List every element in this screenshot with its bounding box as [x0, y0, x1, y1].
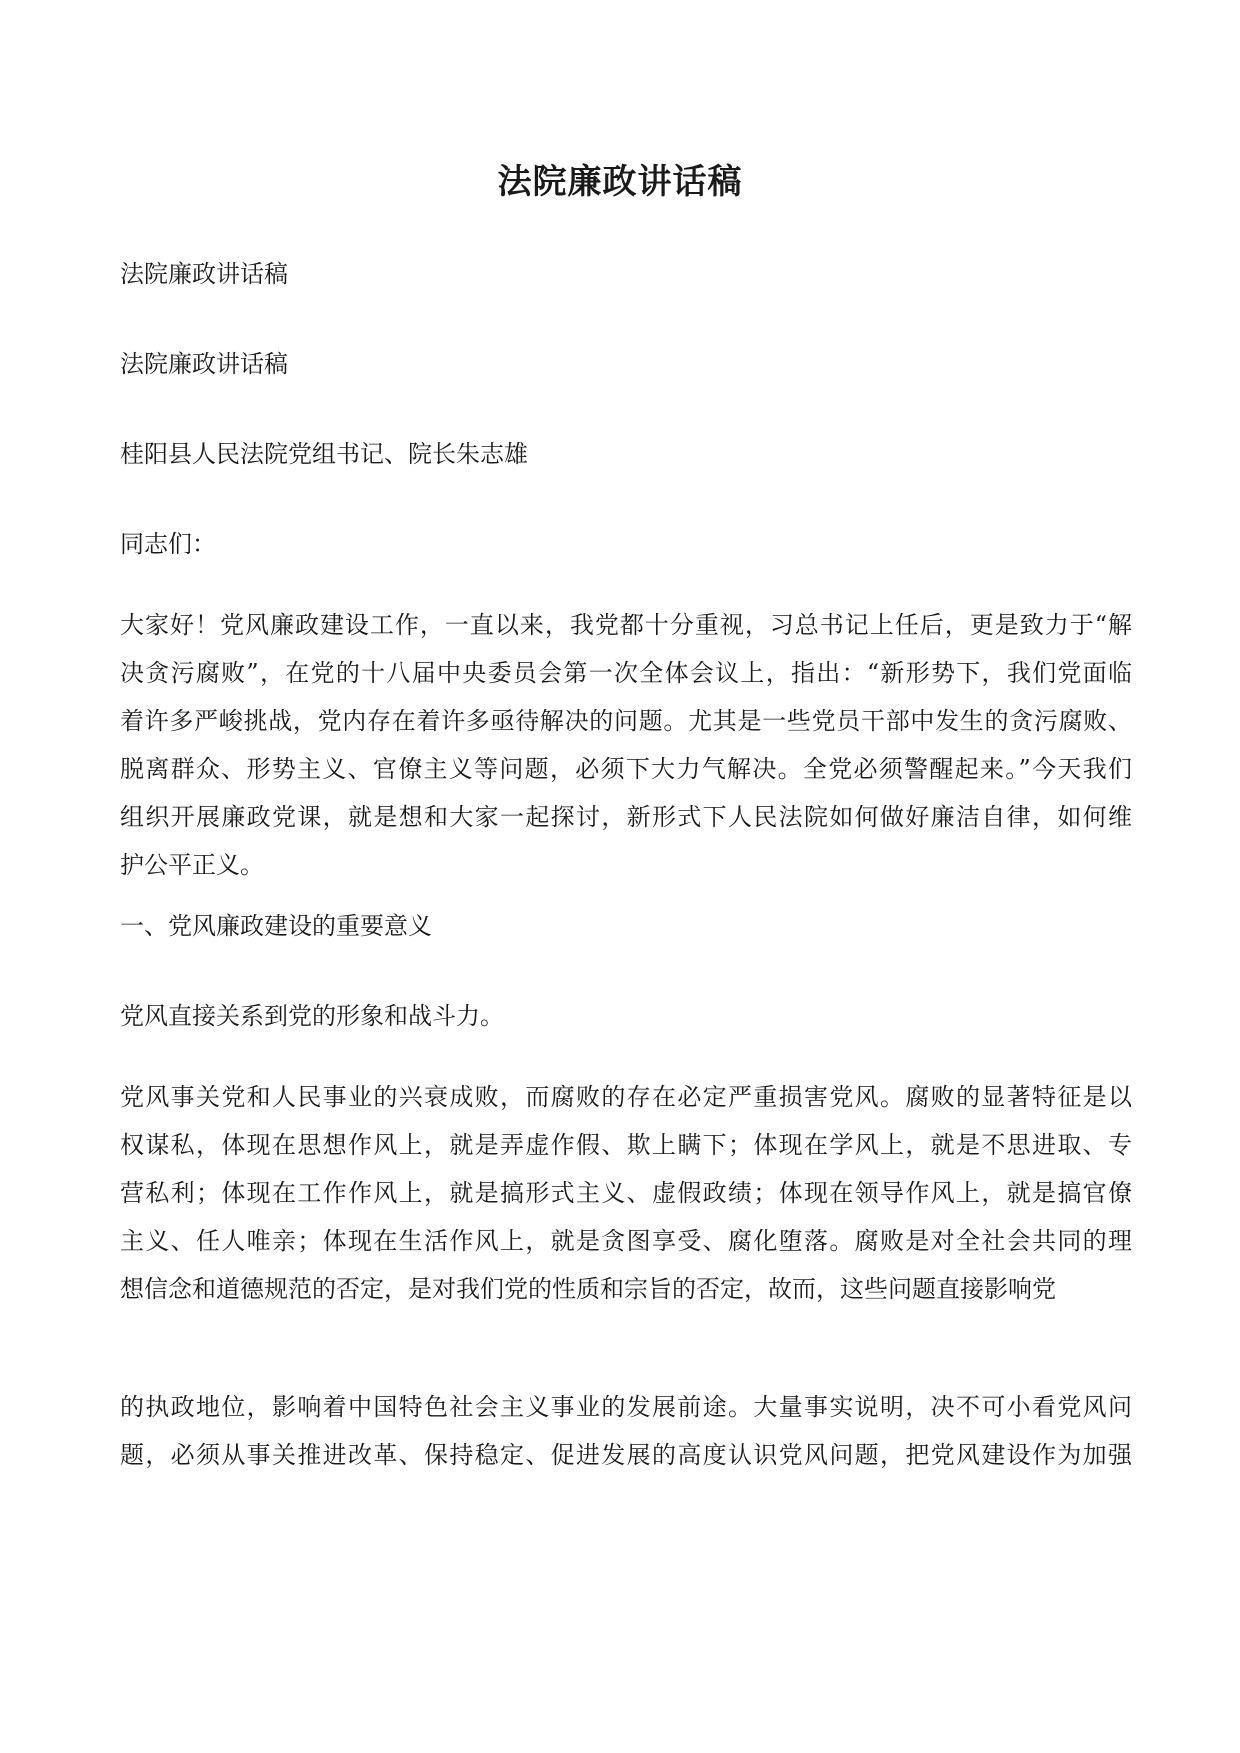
paragraph-three [120, 1383, 1132, 1479]
paragraph-line: 大家好！党风廉政建设工作，一直以来，我党都十分重视，习总书记上任后，更是致力于“解 [120, 611, 1132, 639]
section-subline: 党风直接关系到党的形象和战斗力。 [120, 1002, 504, 1030]
paragraph-line: 决贪污腐败”，在党的十八届中央委员会第一次全体会议上，指出：“新形势下，我们党面临 [120, 659, 1132, 687]
paragraph-line: 脱离群众、形势主义、官僚主义等问题，必须下大力气解决。全党必须警醒起来。”今天我们 [120, 755, 1132, 783]
paragraph-line: 的执政地位，影响着中国特色社会主义事业的发展前途。大量事实说明，决不可小看党风问 [120, 1393, 1132, 1421]
section-heading: 一、党风廉政建设的重要意义 [120, 912, 432, 940]
paragraph-line: 着许多严峻挑战，党内存在着许多亟待解决的问题。尤其是一些党员干部中发生的贪污腐败、 [120, 707, 1132, 735]
paragraph-line: 组织开展廉政党课，就是想和大家一起探讨，新形式下人民法院如何做好廉洁自律，如何维 [120, 803, 1132, 831]
paragraph-line: 党风事关党和人民事业的兴衰成败，而腐败的存在必定严重损害党风。腐败的显著特征是以 [120, 1083, 1132, 1111]
paragraph-line: 权谋私，体现在思想作风上，就是弄虚作假、欺上瞒下；体现在学风上，就是不思进取、专 [120, 1131, 1132, 1159]
author-line: 桂阳县人民法院党组书记、院长朱志雄 [120, 440, 528, 468]
paragraph-line: 护公平正义。 [120, 851, 264, 879]
subtitle-line-1: 法院廉政讲话稿 [120, 260, 288, 288]
paragraph-two [120, 1073, 1132, 1313]
salutation: 同志们： [120, 530, 216, 558]
paragraph-line: 营私利；体现在工作作风上，就是搞形式主义、虚假政绩；体现在领导作风上，就是搞官僚 [120, 1179, 1132, 1207]
document-title: 法院廉政讲话稿 [497, 162, 743, 202]
paragraph-line: 想信念和道德规范的否定，是对我们党的性质和宗旨的否定，故而，这些问题直接影响党 [120, 1275, 1056, 1303]
subtitle-line-2: 法院廉政讲话稿 [120, 350, 288, 378]
intro-paragraph [120, 601, 1132, 889]
paragraph-line: 主义、任人唯亲；体现在生活作风上，就是贪图享受、腐化堕落。腐败是对全社会共同的理 [120, 1227, 1132, 1255]
paragraph-line: 题，必须从事关推进改革、保持稳定、促进发展的高度认识党风问题，把党风建设作为加强 [120, 1441, 1132, 1469]
